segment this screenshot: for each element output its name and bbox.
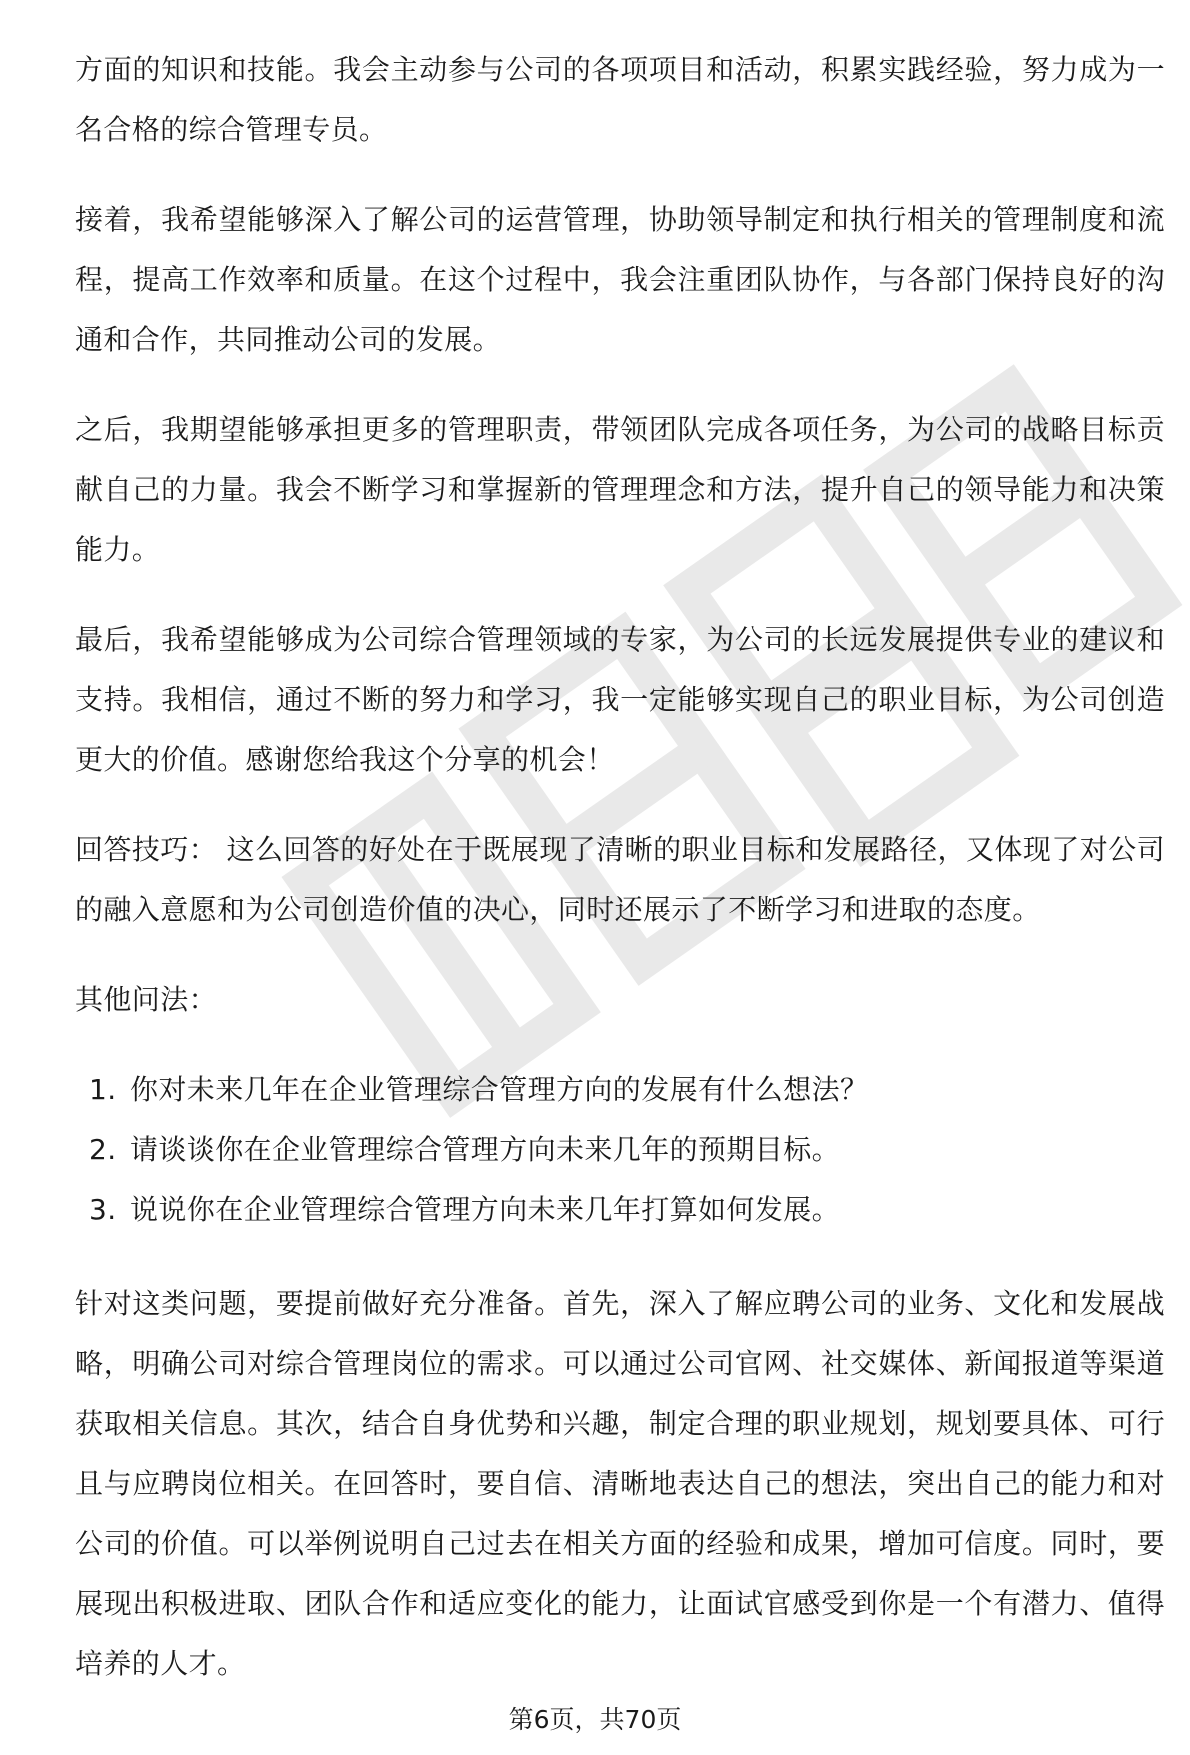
paragraph-next-step: 接着，我希望能够深入了解公司的运营管理，协助领导制定和执行相关的管理制度和流程，提高工作效率和质量。在这个过程中，我会注重团队协作，与各部门保持良好的沟通和合作，共同推动公司的发展。 [75, 203, 1165, 356]
list-item [75, 1120, 1165, 1180]
list-item-text: 请谈谈你在企业管理综合管理方向未来几年的预期目标。 [130, 1133, 841, 1166]
list-item [75, 1060, 1165, 1120]
list-item-number: 3. [89, 1193, 117, 1226]
other-questions-heading: 其他问法： [75, 983, 218, 1016]
paragraph-answer-tips: 回答技巧： 这么回答的好处在于既展现了清晰的职业目标和发展路径，又体现了对公司的融入意愿和为公司创造价值的决心，同时还展示了不断学习和进取的态度。 [75, 833, 1165, 926]
paragraph-continued: 方面的知识和技能。我会主动参与公司的各项项目和活动，积累实践经验，努力成为一名合格的综合管理专员。 [75, 53, 1165, 146]
document-body [75, 40, 1165, 1724]
paragraph-afterwards: 之后，我期望能够承担更多的管理职责，带领团队完成各项任务，为公司的战略目标贡献自己的力量。我会不断学习和掌握新的管理理念和方法，提升自己的领导能力和决策能力。 [75, 413, 1165, 566]
list-item-text: 你对未来几年在企业管理综合管理方向的发展有什么想法？ [130, 1073, 869, 1106]
list-item-text: 说说你在企业管理综合管理方向未来几年打算如何发展。 [130, 1193, 841, 1226]
list-item-number: 1. [89, 1073, 117, 1106]
page-number: 第6页，共70页 [508, 1705, 682, 1734]
list-item [75, 1180, 1165, 1240]
paragraph-preparation-advice: 针对这类问题，要提前做好充分准备。首先，深入了解应聘公司的业务、文化和发展战略，明确公司对综合管理岗位的需求。可以通过公司官网、社交媒体、新闻报道等渠道获取相关信息。其次，结合自身优势和兴趣，制定合理的职业规划，规划要具体、可行且与应聘岗位相关。在回答时，要自信、清晰地表达自己的想法，突出自己的能力和对公司的价值。可以举例说明自己过去在相关方面的经验和成果，增加可信度。同时，要展现出积极进取、团队合作和适应变化的能力，让面试官感受到你是一个有潜力、值得培养的人才。 [75, 1287, 1165, 1680]
other-questions-list [75, 1060, 1165, 1240]
paragraph-finally: 最后，我希望能够成为公司综合管理领域的专家，为公司的长远发展提供专业的建议和支持。我相信，通过不断的努力和学习，我一定能够实现自己的职业目标，为公司创造更大的价值。感谢您给我这个分享的机会！ [75, 623, 1165, 776]
list-item-number: 2. [89, 1133, 117, 1166]
